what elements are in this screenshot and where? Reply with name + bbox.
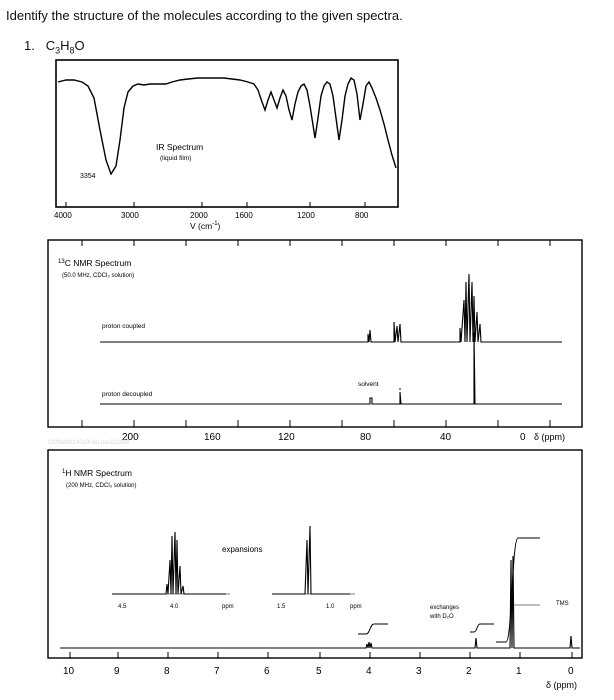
ir-tick-800: 800 [355,211,369,220]
h1-integral-methine [358,624,388,634]
c13-tick-40: 40 [440,432,452,443]
c13-frame [48,240,582,427]
watermark: f2cf9efd8140e90eb1ee222d98 [48,440,130,446]
h1-nmr-spectrum [48,450,582,690]
ir-tick-2000: 2000 [190,211,208,220]
h1-axis-unit: δ (ppm) [546,680,578,690]
h1-tick-8: 8 [164,666,170,677]
h1-integral-oh [470,624,494,632]
h1-exp2-tick-1.5: 1.5 [277,604,286,610]
h1-exp1-unit: ppm [222,604,234,610]
ir-tick-3000: 3000 [121,211,139,220]
h1-tick-0: 0 [568,666,574,677]
problem-label: 1. $C_3H_8O$ [24,38,85,56]
h1-tick-10: 10 [63,666,75,677]
h1-exp2-unit: ppm [350,604,362,610]
c13-decoupled-label: proton decoupled [102,391,153,398]
h1-tick-9: 9 [114,666,120,677]
c13-nmr-spectrum [48,240,582,446]
formula-c: C [45,38,56,53]
c13-solvent-label: solvent [358,381,379,388]
ir-frame [56,60,398,207]
h1-tick-1: 1 [516,666,522,677]
h1-tms-label: TMS [556,601,569,607]
c13-top-ticks [82,240,550,246]
c13-tick-0: 0 [520,432,526,443]
c13-axis-unit: δ (ppm) [534,432,566,442]
ir-trace [58,78,396,174]
h1-expansions-label: expansions [222,545,263,554]
h1-tick-5: 5 [316,666,322,677]
ir-title: IR Spectrum [156,142,204,152]
ir-subtitle: (liquid film) [160,155,192,162]
c13-tick-200: 200 [122,432,139,443]
h1-tick-7: 7 [214,666,220,677]
c13-decoupled-trace [100,332,562,404]
c13-bottom-ticks [82,420,550,427]
h1-subtitle: (200 MHz, CDCl₃ solution) [66,483,137,489]
c13-coupled-label: proton coupled [102,323,146,330]
h1-tick-4: 4 [366,666,372,677]
ir-tick-4000: 4000 [54,211,72,220]
h1-tick-6: 6 [264,666,270,677]
h1-frame [48,450,582,658]
problem-number: 1. [24,38,35,53]
h1-exchange-label-2: with D₂O [430,614,454,620]
h1-exchange-label-1: exchanges [430,605,460,611]
h1-expansion-1-trace [112,532,226,594]
ir-spectrum [54,60,398,231]
h1-main-trace [60,556,580,648]
c13-tick-120: 120 [278,432,295,443]
h1-exp1-tick-4.5: 4.5 [118,604,127,610]
ir-peak-label: 3354 [80,173,96,180]
c13-subtitle: (50.0 MHz, CDCl₃ solution) [62,273,135,279]
h1-bottom-ticks [70,652,572,658]
h1-exp2-tick-1.0: 1.0 [326,604,335,610]
h1-tick-2: 2 [466,666,472,677]
c13-title: $^{13}$C NMR Spectrum [58,258,132,268]
c13-tick-160: 160 [204,432,221,443]
h1-integral-methyl [496,538,540,642]
c13-coupled-trace [100,274,562,342]
h1-expansion-2-trace [272,526,350,594]
c13-tick-80: 80 [360,432,372,443]
question-text: Identify the structure of the molecules according to the given spectra. [6,8,403,23]
ir-axis-label: V $(cm^{-1})$ [190,221,221,231]
h1-title: $^1$H NMR Spectrum [62,468,132,478]
h1-exp1-tick-4.0: 4.0 [170,604,179,610]
h1-tick-3: 3 [416,666,422,677]
ir-tick-1200: 1200 [297,211,315,220]
ir-tick-1600: 1600 [235,211,253,220]
